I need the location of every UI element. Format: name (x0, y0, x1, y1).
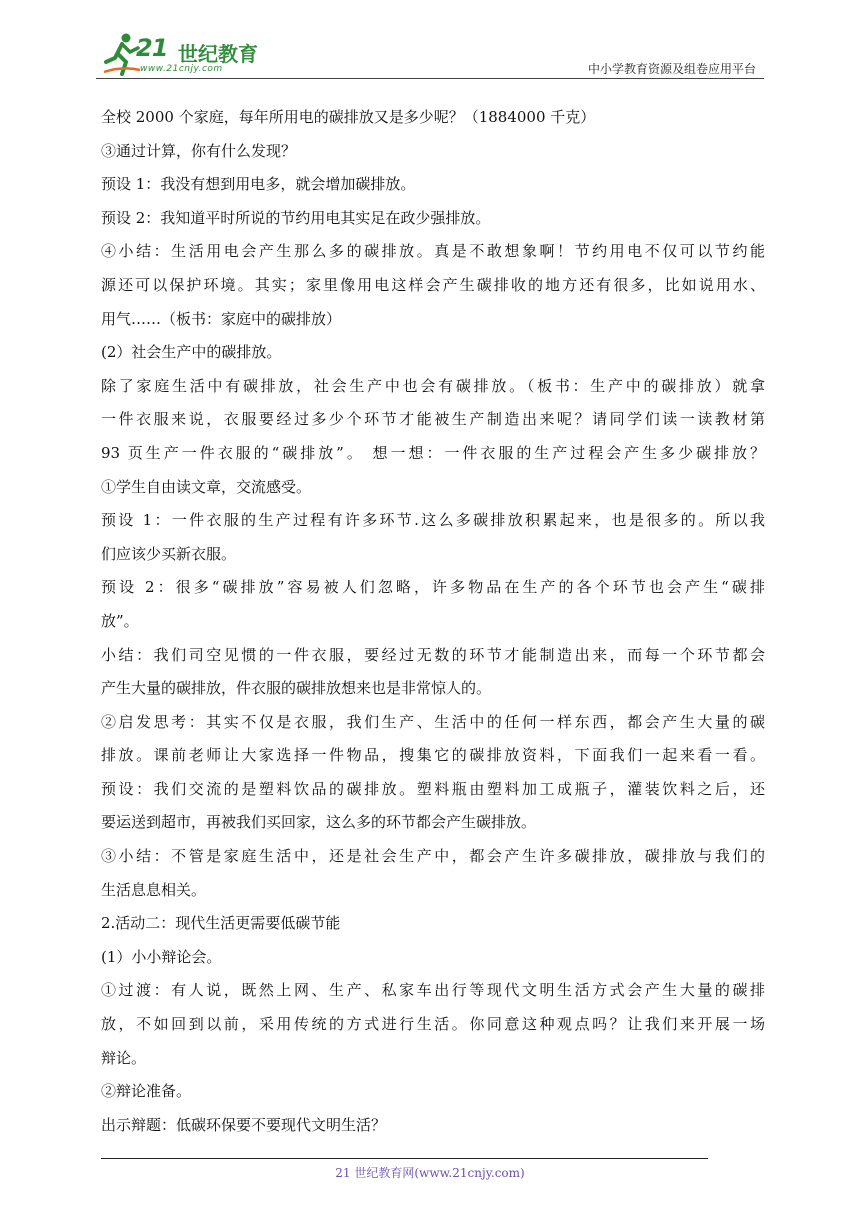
text-line: ④小结：生活用电会产生那么多的碳排放。真是不敢想象啊！节约用电不仅可以节约能 (101, 242, 765, 261)
text-line: 一件衣服来说，衣服要经过多少个环节才能被生产制造出来呢？请同学们读一读教材第 (101, 410, 765, 429)
header-divider (96, 78, 764, 79)
text-line: 用气……（板书：家庭中的碳排放） (101, 309, 342, 328)
text-line: 产生大量的碳排放，件衣服的碳排放想来也是非常惊人的。 (101, 679, 492, 698)
text-line: ②辩论准备。 (101, 1082, 192, 1101)
logo (96, 30, 266, 78)
text-line: ②启发思考：其实不仅是衣服，我们生产、生活中的任何一样东西，都会产生大量的碳 (101, 712, 765, 731)
text-line: 出示辩题：低碳环保要不要现代文明生活？ (101, 1115, 387, 1134)
text-line: 放，不如回到以前，采用传统的方式进行生活。你同意这种观点吗？让我们来开展一场 (101, 1015, 765, 1034)
text-line: 全校 2000 个家庭，每年所用电的碳排放又是多少呢？（1884000 千克） (101, 108, 596, 126)
text-line: 小结：我们司空见惯的一件衣服，要经过无数的环节才能制造出来，而每一个环节都会 (101, 645, 765, 664)
platform-title: 中小学教育资源及组卷应用平台 (587, 62, 756, 76)
document-body (101, 101, 765, 1142)
text-line: (1）小小辩论会。 (101, 947, 222, 966)
text-line: 预设 2：我知道平时所说的节约用电其实足在政少强排放。 (101, 208, 491, 227)
page-header (96, 30, 764, 80)
text-line: 预设：我们交流的是塑料饮品的碳排放。塑料瓶由塑料加工成瓶子，灌装饮料之后，还 (101, 779, 765, 798)
logo-number: 21 (136, 34, 168, 62)
text-line: 生活息息相关。 (101, 880, 207, 899)
text-line: 2.活动二：现代生活更需要低碳节能 (101, 914, 341, 933)
text-line: 们应该少买新衣服。 (101, 544, 237, 563)
text-line: 预设 2：很多“碳排放”容易被人们忽略，许多物品在生产的各个环节也会产生“碳排 (101, 578, 765, 597)
text-line: 排放。课前老师让大家选择一件物品，搜集它的碳排放资料，下面我们一起来看一看。 (101, 746, 765, 765)
text-line: 辩论。 (101, 1048, 147, 1067)
text-line: (2）社会生产中的碳排放。 (101, 343, 282, 362)
logo-name: 世纪教育 (178, 42, 258, 66)
text-line: 预设 1：一件衣服的生产过程有许多环节.这么多碳排放积累起来，也是很多的。所以我 (101, 511, 765, 530)
text-line: 要运送到超市，再被我们买回家，这么多的环节都会产生碳排放。 (101, 813, 537, 832)
text-line: 预设 1：我没有想到用电多，就会增加碳排放。 (101, 175, 416, 194)
text-line: 除了家庭生活中有碳排放，社会生产中也会有碳排放。（板书：生产中的碳排放）就拿 (101, 376, 765, 395)
logo-url: www.21cnjy.com (140, 64, 223, 74)
text-line: ③通过计算，你有什么发现？ (101, 141, 297, 160)
footer-text: 21 世纪教育网(www.21cnjy.com) (335, 1166, 525, 1180)
footer-divider (101, 1158, 708, 1159)
text-line: ①学生自由读文章，交流感受。 (101, 477, 312, 496)
text-line: ①过渡：有人说，既然上网、生产、私家车出行等现代文明生活方式会产生大量的碳排 (101, 981, 765, 1000)
text-line: ③小结：不管是家庭生活中，还是社会生产中，都会产生许多碳排放，碳排放与我们的 (101, 847, 765, 866)
text-line: 93 页生产一件衣服的“碳排放”。 想一想：一件衣服的生产过程会产生多少碳排放？ (101, 443, 765, 462)
text-line: 源还可以保护环境。其实；家里像用电这样会产生碳排收的地方还有很多，比如说用水、 (101, 275, 765, 294)
text-line: 放”。 (101, 611, 139, 630)
